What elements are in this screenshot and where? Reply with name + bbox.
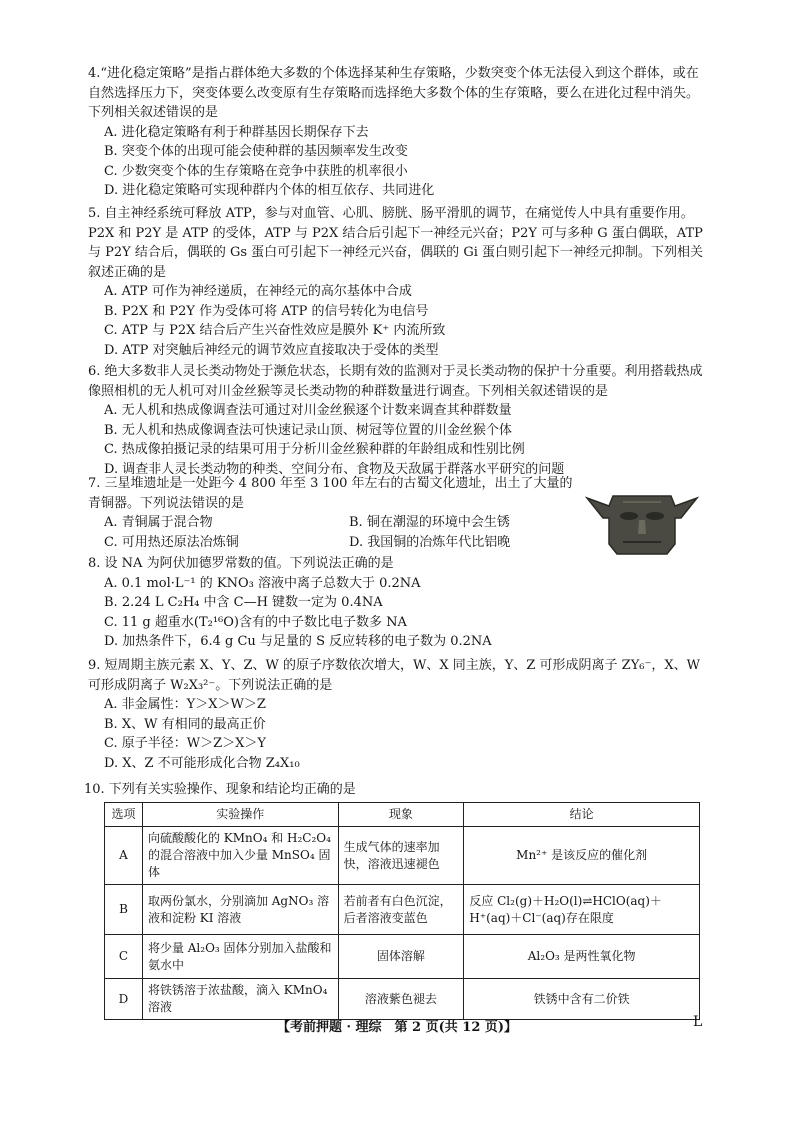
table-cell: A <box>105 827 143 885</box>
table-cell: B <box>105 885 143 935</box>
question-6-stem: 6. 绝大多数非人灵长类动物处于濒危状态，长期有效的监测对于灵长类动物的保护十分重要。利用搭载热成像照相机的无人机可对川金丝猴等灵长类动物的种群数量进行调查。下列相关叙述错误的是 <box>88 364 703 399</box>
table-cell: Mn²⁺ 是该反应的催化剂 <box>464 827 700 885</box>
question-4-option-a: A. 进化稳定策略有利于种群基因长期保存下去 <box>104 124 369 140</box>
question-10 <box>84 780 699 800</box>
question-8-option-c: C. 11 g 超重水(T₂¹⁶O)含有的中子数比电子数多 NA <box>104 614 407 630</box>
question-5-stem: 5. 自主神经系统可释放 ATP，参与对血管、心肌、膀胱、肠平滑肌的调节，在痛觉传人中具有重要作用。P2X 和 P2Y 是 ATP 的受体，ATP 与 P2X 结合后引起下一神经元兴奋；P2Y 可与多种 G 蛋白偶联，ATP 与 P2Y 结合后，偶联的 Gs 蛋白可引起下一神经元兴奋，偶联的 Gi 蛋白则引起下一神经元抑制。下列相关叙述正确的是 <box>88 206 703 280</box>
question-8-option-d: D. 加热条件下，6.4 g Cu 与足量的 S 反应转移的电子数为 0.2NA <box>104 634 492 649</box>
table-cell: 将少量 Al₂O₃ 固体分别加入盐酸和氨水中 <box>142 935 338 979</box>
question-9-option-d: D. X、Z 不可能形成化合物 Z₄X₁₀ <box>104 755 300 771</box>
table-cell: 溶液紫色褪去 <box>338 979 464 1020</box>
question-5-option-b: B. P2X 和 P2Y 作为受体可将 ATP 的信号转化为电信号 <box>104 303 429 319</box>
table-header: 选项 <box>105 803 143 827</box>
question-5-option-a: A. ATP 可作为神经递质，在神经元的高尔基体中合成 <box>104 284 412 299</box>
question-7-option-d: D. 我国铜的冶炼年代比铝晚 <box>349 534 511 550</box>
table-row <box>105 935 700 979</box>
experiment-table <box>104 802 700 1020</box>
question-4-option-c: C. 少数突变个体的生存策略在竞争中获胜的机率很小 <box>104 163 408 179</box>
question-6-option-a: A. 无人机和热成像调查法可通过对川金丝猴逐个计数来调查其种群数量 <box>104 403 512 418</box>
question-9-stem: 9. 短周期主族元素 X、Y、Z、W 的原子序数依次增大，W、X 同主族，Y、Z 可形成阴离子 ZY₆⁻，X、W 可形成阴离子 W₂X₃²⁻。下列说法正确的是 <box>88 658 700 693</box>
table-cell: 将铁锈溶于浓盐酸，滴入 KMnO₄ 溶液 <box>142 979 338 1020</box>
question-8-option-b: B. 2.24 L C₂H₄ 中含 C—H 键数一定为 0.4NA <box>104 595 383 610</box>
table-cell: 向硫酸酸化的 KMnO₄ 和 H₂C₂O₄ 的混合溶液中加入少量 MnSO₄ 固体 <box>142 827 338 885</box>
question-9 <box>88 656 703 773</box>
question-7-option-a: A. 青铜属于混合物 <box>104 515 213 530</box>
question-5-option-c: C. ATP 与 P2X 结合后产生兴奋性效应是膜外 K⁺ 内流所致 <box>104 323 446 338</box>
question-4-stem: 4.“进化稳定策略”是指占群体绝大多数的个体选择某种生存策略，少数突变个体无法侵入到这个群体，或在自然选择压力下，突变体要么改变原有生存策略而选择绝大多数个体的生存策略，要么在进化过程中消失。下列相关叙述错误的是 <box>88 66 700 120</box>
question-4 <box>88 64 703 201</box>
question-7-stem: 7. 三星堆遗址是一处距今 4 800 年至 3 100 年左右的古蜀文化遗址，出土了大量的青铜器。下列说法错误的是 <box>88 476 573 511</box>
question-9-option-c: C. 原子半径：W＞Z＞X＞Y <box>104 736 266 751</box>
question-8-stem: 8. 设 NA 为阿伏加德罗常数的值。下列说法正确的是 <box>88 556 394 571</box>
table-cell: Al₂O₃ 是两性氧化物 <box>464 935 700 979</box>
table-cell: 反应 Cl₂(g)＋H₂O(l)⇌HClO(aq)＋H⁺(aq)＋Cl⁻(aq)存在限度 <box>464 885 700 935</box>
table-row <box>105 827 700 885</box>
table-row <box>105 979 700 1020</box>
page-corner-mark: L <box>693 1014 703 1030</box>
question-9-option-b: B. X、W 有相同的最高正价 <box>104 716 266 732</box>
table-header-row <box>105 803 700 827</box>
question-5 <box>88 204 703 360</box>
page-footer: 【考前押题 · 理综 第 2 页(共 12 页)】 <box>276 1020 518 1035</box>
question-4-option-b: B. 突变个体的出现可能会使种群的基因频率发生改变 <box>104 144 408 159</box>
table-header: 实验操作 <box>142 803 338 827</box>
table-cell: C <box>105 935 143 979</box>
bronze-mask-image <box>583 484 701 556</box>
question-5-option-d: D. ATP 对突触后神经元的调节效应直接取决于受体的类型 <box>104 342 439 358</box>
question-4-option-d: D. 进化稳定策略可实现种群内个体的相互依存、共同进化 <box>104 183 435 198</box>
question-6-option-b: B. 无人机和热成像调查法可快速记录山顶、树冠等位置的川金丝猴个体 <box>104 422 512 438</box>
question-10-stem: 10. 下列有关实验操作、现象和结论均正确的是 <box>84 782 356 797</box>
table-cell: 若前者有白色沉淀，后者溶液变蓝色 <box>338 885 464 935</box>
table-cell: D <box>105 979 143 1020</box>
table-cell: 铁锈中含有二价铁 <box>464 979 700 1020</box>
table-header: 现象 <box>338 803 464 827</box>
question-8 <box>88 554 703 652</box>
question-6 <box>88 362 703 479</box>
question-6-option-d: D. 调查非人灵长类动物的种类、空间分布、食物及天敌属于群落水平研究的问题 <box>104 461 565 477</box>
question-7-option-b: B. 铜在潮湿的环境中会生锈 <box>349 515 510 530</box>
question-9-option-a: A. 非金属性：Y＞X＞W＞Z <box>104 697 266 712</box>
question-6-option-c: C. 热成像拍摄记录的结果可用于分析川金丝猴种群的年龄组成和性别比例 <box>104 442 525 457</box>
table-header: 结论 <box>464 803 700 827</box>
table-cell: 固体溶解 <box>338 935 464 979</box>
table-row <box>105 885 700 935</box>
question-8-option-a: A. 0.1 mol·L⁻¹ 的 KNO₃ 溶液中离子总数大于 0.2NA <box>104 575 421 591</box>
table-cell: 生成气体的速率加快，溶液迅速褪色 <box>338 827 464 885</box>
question-7-option-c: C. 可用热还原法冶炼铜 <box>104 534 239 550</box>
table-cell: 取两份氯水，分别滴加 AgNO₃ 溶液和淀粉 KI 溶液 <box>142 885 338 935</box>
